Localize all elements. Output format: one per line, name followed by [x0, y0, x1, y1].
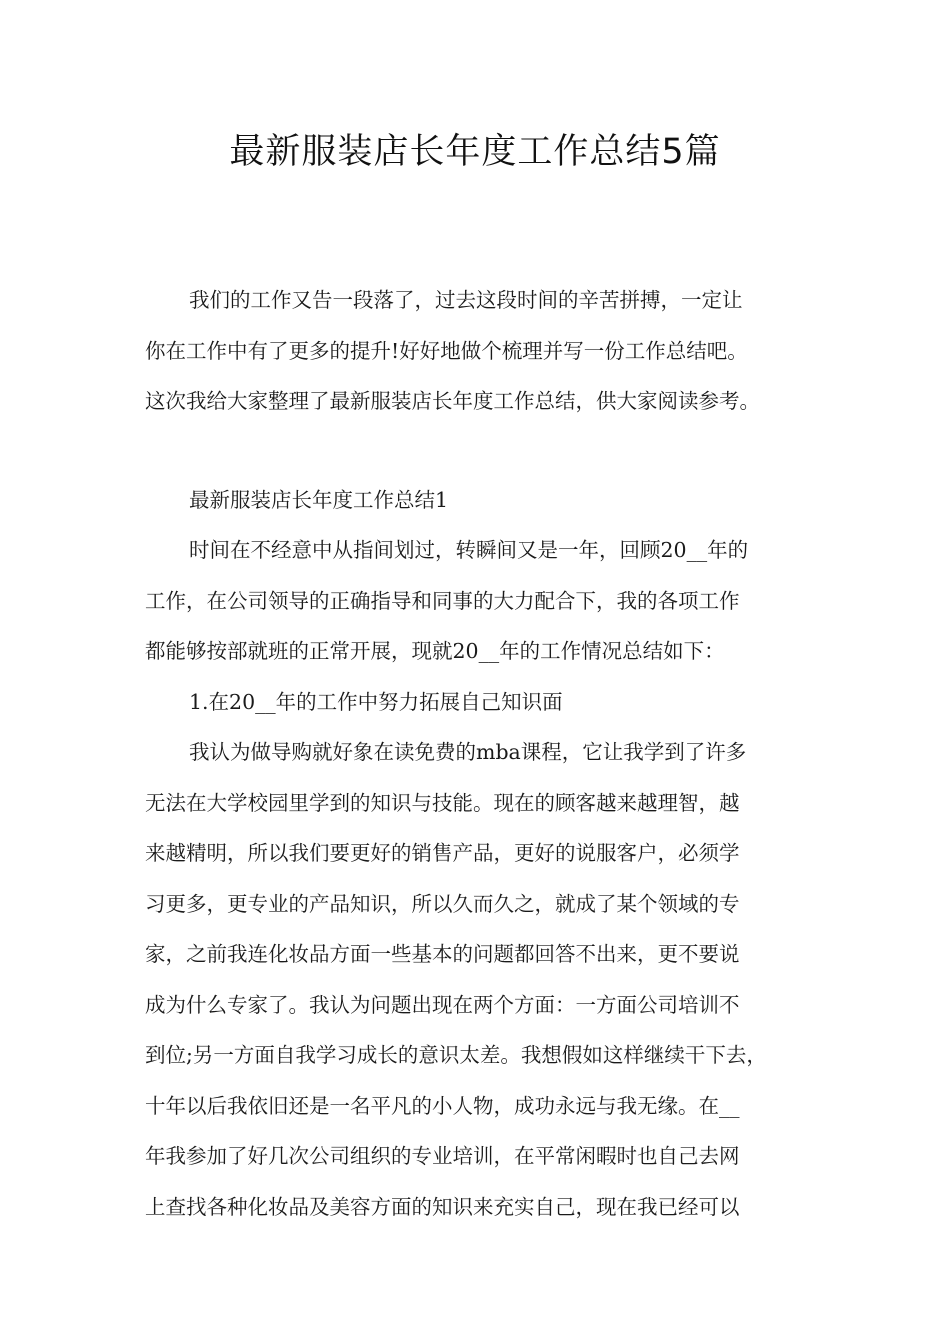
intro-paragraph [145, 275, 810, 427]
text-line: 我们的工作又告一段落了，过去这段时间的辛苦拼搏，一定让 [189, 288, 743, 312]
subheading-line: 1.在20__年的工作中努力拓展自己知识面 [189, 689, 563, 714]
text-line: 年我参加了好几次公司组织的专业培训，在平常闲暇时也自己去网 [145, 1144, 740, 1168]
text-line: 习更多，更专业的产品知识，所以久而久之，就成了某个领域的专 [145, 891, 740, 916]
text-line: 你在工作中有了更多的提升!好好地做个梳理并写一份工作总结吧。 [145, 338, 748, 363]
text-line: 这次我给大家整理了最新服装店长年度工作总结，供大家阅读参考。 [145, 389, 760, 413]
section1-heading: 最新服装店长年度工作总结1 [189, 488, 449, 512]
text-line: 上查找各种化妆品及美容方面的知识来充实自己，现在我已经可以 [145, 1194, 740, 1219]
text-line: 成为什么专家了。我认为问题出现在两个方面：一方面公司培训不 [145, 992, 740, 1017]
section-heading [145, 475, 810, 526]
body-text [145, 525, 810, 1232]
text-line: 家，之前我连化妆品方面一些基本的问题都回答不出来，更不要说 [145, 942, 740, 966]
document-title: 最新服装店长年度工作总结5篇 [229, 132, 721, 172]
text-line: 十年以后我依旧还是一名平凡的小人物，成功永远与我无缘。在__ [145, 1093, 740, 1118]
text-line: 到位;另一方面自我学习成长的意识太差。我想假如这样继续干下去， [145, 1043, 767, 1067]
text-line: 我认为做导购就好象在读免费的mba课程，它让我学到了许多 [189, 740, 747, 764]
text-line: 来越精明，所以我们要更好的销售产品，更好的说服客户，必须学 [145, 841, 740, 865]
text-line: 时间在不经意中从指间划过，转瞬间又是一年，回顾20__年的 [189, 538, 749, 562]
text-line: 工作，在公司领导的正确指导和同事的大力配合下，我的各项工作 [145, 588, 740, 613]
text-line: 都能够按部就班的正常开展，现就20__年的工作情况总结如下： [145, 639, 725, 663]
text-line: 无法在大学校园里学到的知识与技能。现在的顾客越来越理智，越 [145, 790, 740, 815]
